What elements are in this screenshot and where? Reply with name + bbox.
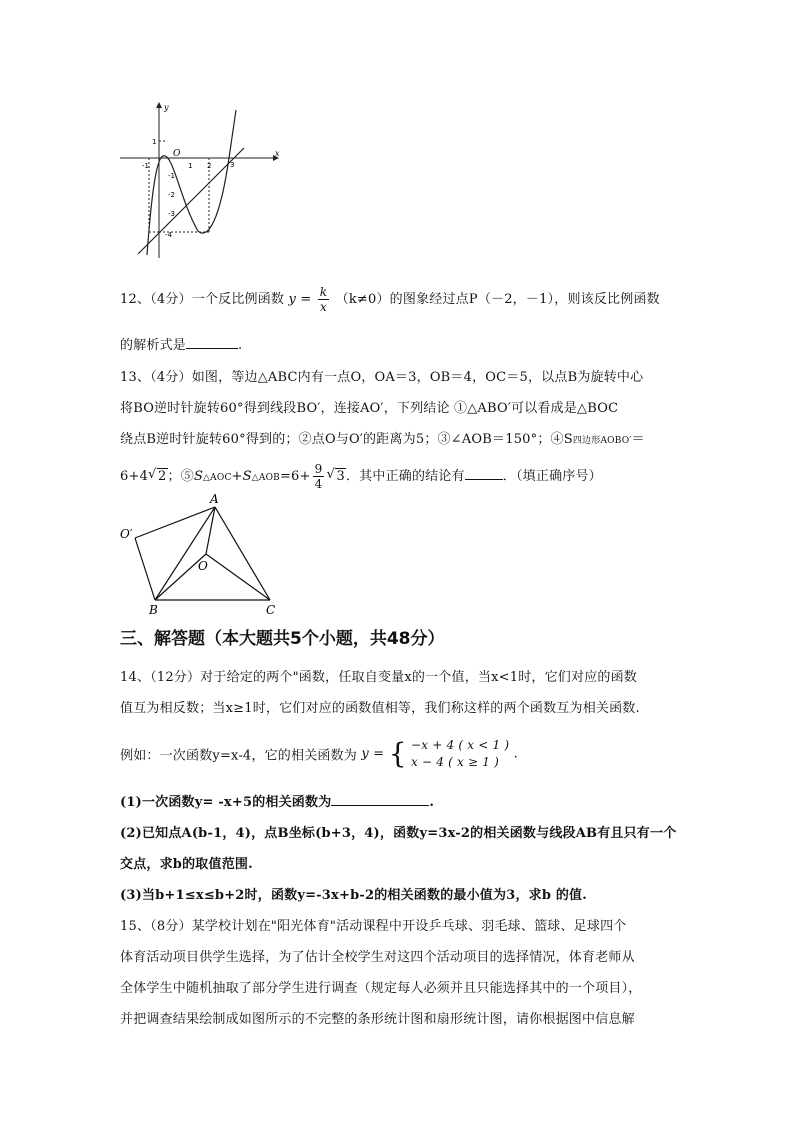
q14-part1 [120, 791, 434, 810]
segment-AC [215, 507, 270, 600]
q13-sqrt-2: √ 2 [148, 467, 167, 484]
q13-l3a: 绕点B逆时针旋转60°得到的；②点O与O′的距离为5；③∠AOB＝150°；④S [120, 432, 573, 447]
label-B: B [149, 603, 158, 617]
q13-l4b: ；⑤ [167, 469, 194, 484]
q13-line1: 13、（4分）如图，等边△ABC内有一点O，OA＝3，OB＝4，OC＝5，以点B为旋转中心 [120, 370, 644, 385]
section-heading: 三、解答题（本大题共5个小题，共48分） [120, 629, 445, 649]
y-axis-arrow [156, 102, 162, 108]
q12-text-a: 12、（4分）一个反比例函数 [120, 292, 285, 307]
tick-x-2: 2 [207, 162, 212, 170]
q12-answer-blank[interactable] [186, 336, 238, 349]
q12-line1 [120, 285, 660, 314]
q15-line3: 全体学生中随机抽取了部分学生进行调查（规定每人必须并且只能选择其中的一个项目）， [120, 981, 642, 996]
segment-BOprime [135, 538, 155, 600]
q14-p1: (1)一次函数y= -x+5的相关函数为 [120, 795, 332, 810]
q12-y-eq: y = [288, 292, 312, 307]
q14-answer-blank[interactable] [331, 793, 429, 806]
q13-line3 [120, 428, 645, 447]
tick-y-neg2: -2 [168, 191, 175, 199]
q14-line2: 值互为相反数；当x≥1时，它们对应的函数值相等，我们称这样的两个函数互为相关函数. [120, 701, 640, 716]
q14-y-eq: y = [361, 746, 385, 762]
q13-l4a: 6+4 [120, 469, 149, 484]
q13-s2sub: △AOB [251, 473, 280, 483]
tick-y-neg4: -4 [165, 231, 172, 239]
q13-fraction: $\frac{9}{4}$ [314, 462, 323, 491]
q13-s2: S [242, 469, 252, 484]
cubic-curve [147, 110, 236, 255]
q13-eq: =6+ [279, 469, 311, 484]
origin-label: O [173, 149, 181, 159]
q13-l3b: ＝ [631, 432, 645, 447]
q14-dot: . [513, 746, 518, 762]
tick-y-neg3: -3 [168, 210, 175, 218]
tick-x-1: 1 [188, 162, 193, 170]
label-C: C [266, 603, 276, 617]
q12-text-d: . [238, 338, 243, 353]
q14-line1: 14、（12分）对于给定的两个"函数，任取自变量x的一个值，当x<1时，它们对应的函数 [120, 670, 637, 685]
axis-y-label: y [164, 103, 169, 112]
q12-text-c: 的解析式是 [120, 338, 187, 353]
q12-line2 [120, 334, 242, 353]
tick-y-neg1: -1 [168, 172, 175, 180]
tick-x-neg1: -1 [142, 162, 149, 170]
tick-x-3: 3 [230, 161, 235, 169]
q14-part2a: (2)已知点A(b-1，4)，点B坐标(b+3，4)，函数y=3x-2的相关函数与线段AB有且只有一个 [120, 826, 677, 841]
triangle-figure [118, 492, 288, 617]
label-O: O [198, 559, 208, 573]
q14-p1end: . [429, 795, 435, 810]
q15-line4: 并把调查结果绘制成如图所示的不完整的条形统计图和扇形统计图，请你根据图中信息解 [120, 1012, 635, 1027]
q14-brace: { [388, 737, 407, 770]
q14-part3: (3)当b+1≤x≤b+2时，函数y=-3x+b-2的相关函数的最小值为3，求b 的值. [120, 888, 587, 903]
q13-l3sub: 四边形AOBO′ [572, 436, 632, 446]
q12-fraction [318, 285, 329, 314]
q15-line1: 15、（8分）某学校计划在"阳光体育"活动课程中开设乒乓球、羽毛球、篮球、足球四个 [120, 919, 627, 934]
label-Oprime: O′ [120, 527, 133, 541]
q13-s1: S [193, 469, 204, 484]
q13-l4d: ．（填正确序号） [502, 469, 602, 484]
q14-example: 例如：一次函数y=x-4，它的相关函数为 [120, 748, 358, 764]
segment-AOprime [135, 507, 215, 538]
q14-cases [411, 737, 509, 771]
tick-y-1: 1 [152, 138, 157, 146]
segment-OC [206, 554, 270, 600]
q13-plus: + [231, 469, 243, 484]
q14-case1: −x + 4 ( x < 1 ) [411, 738, 510, 752]
q13-s1sub: △AOC [203, 473, 232, 483]
q13-line4 [120, 462, 602, 491]
q13-answer-blank[interactable] [465, 467, 503, 480]
q14-case2: x − 4 ( x ≥ 1 ) [411, 755, 500, 769]
q13-l4c: ．其中正确的结论有 [345, 469, 465, 484]
axis-x-label: x [275, 149, 280, 158]
q14-part2b: 交点，求b的取值范围. [120, 857, 253, 872]
q12-frac-den: x [320, 300, 328, 314]
q12-frac-num: k [319, 285, 328, 299]
q13-line2: 将BO逆时针旋转60°得到线段BO′，连接AO′，下列结论 ①△ABO′可以看成是△BOC [120, 401, 619, 416]
q12-text-b: （k≠0）的图象经过点P（－2，－1），则该反比例函数 [335, 292, 660, 307]
q15-line2: 体育活动项目供学生选择，为了估计全校学生对这四个活动项目的选择情况，体育老师从 [120, 950, 635, 965]
q13-sqrt-3: √ 3 [326, 467, 345, 484]
q14-line3 [120, 737, 518, 771]
label-A: A [210, 492, 219, 506]
function-graph [118, 100, 288, 260]
